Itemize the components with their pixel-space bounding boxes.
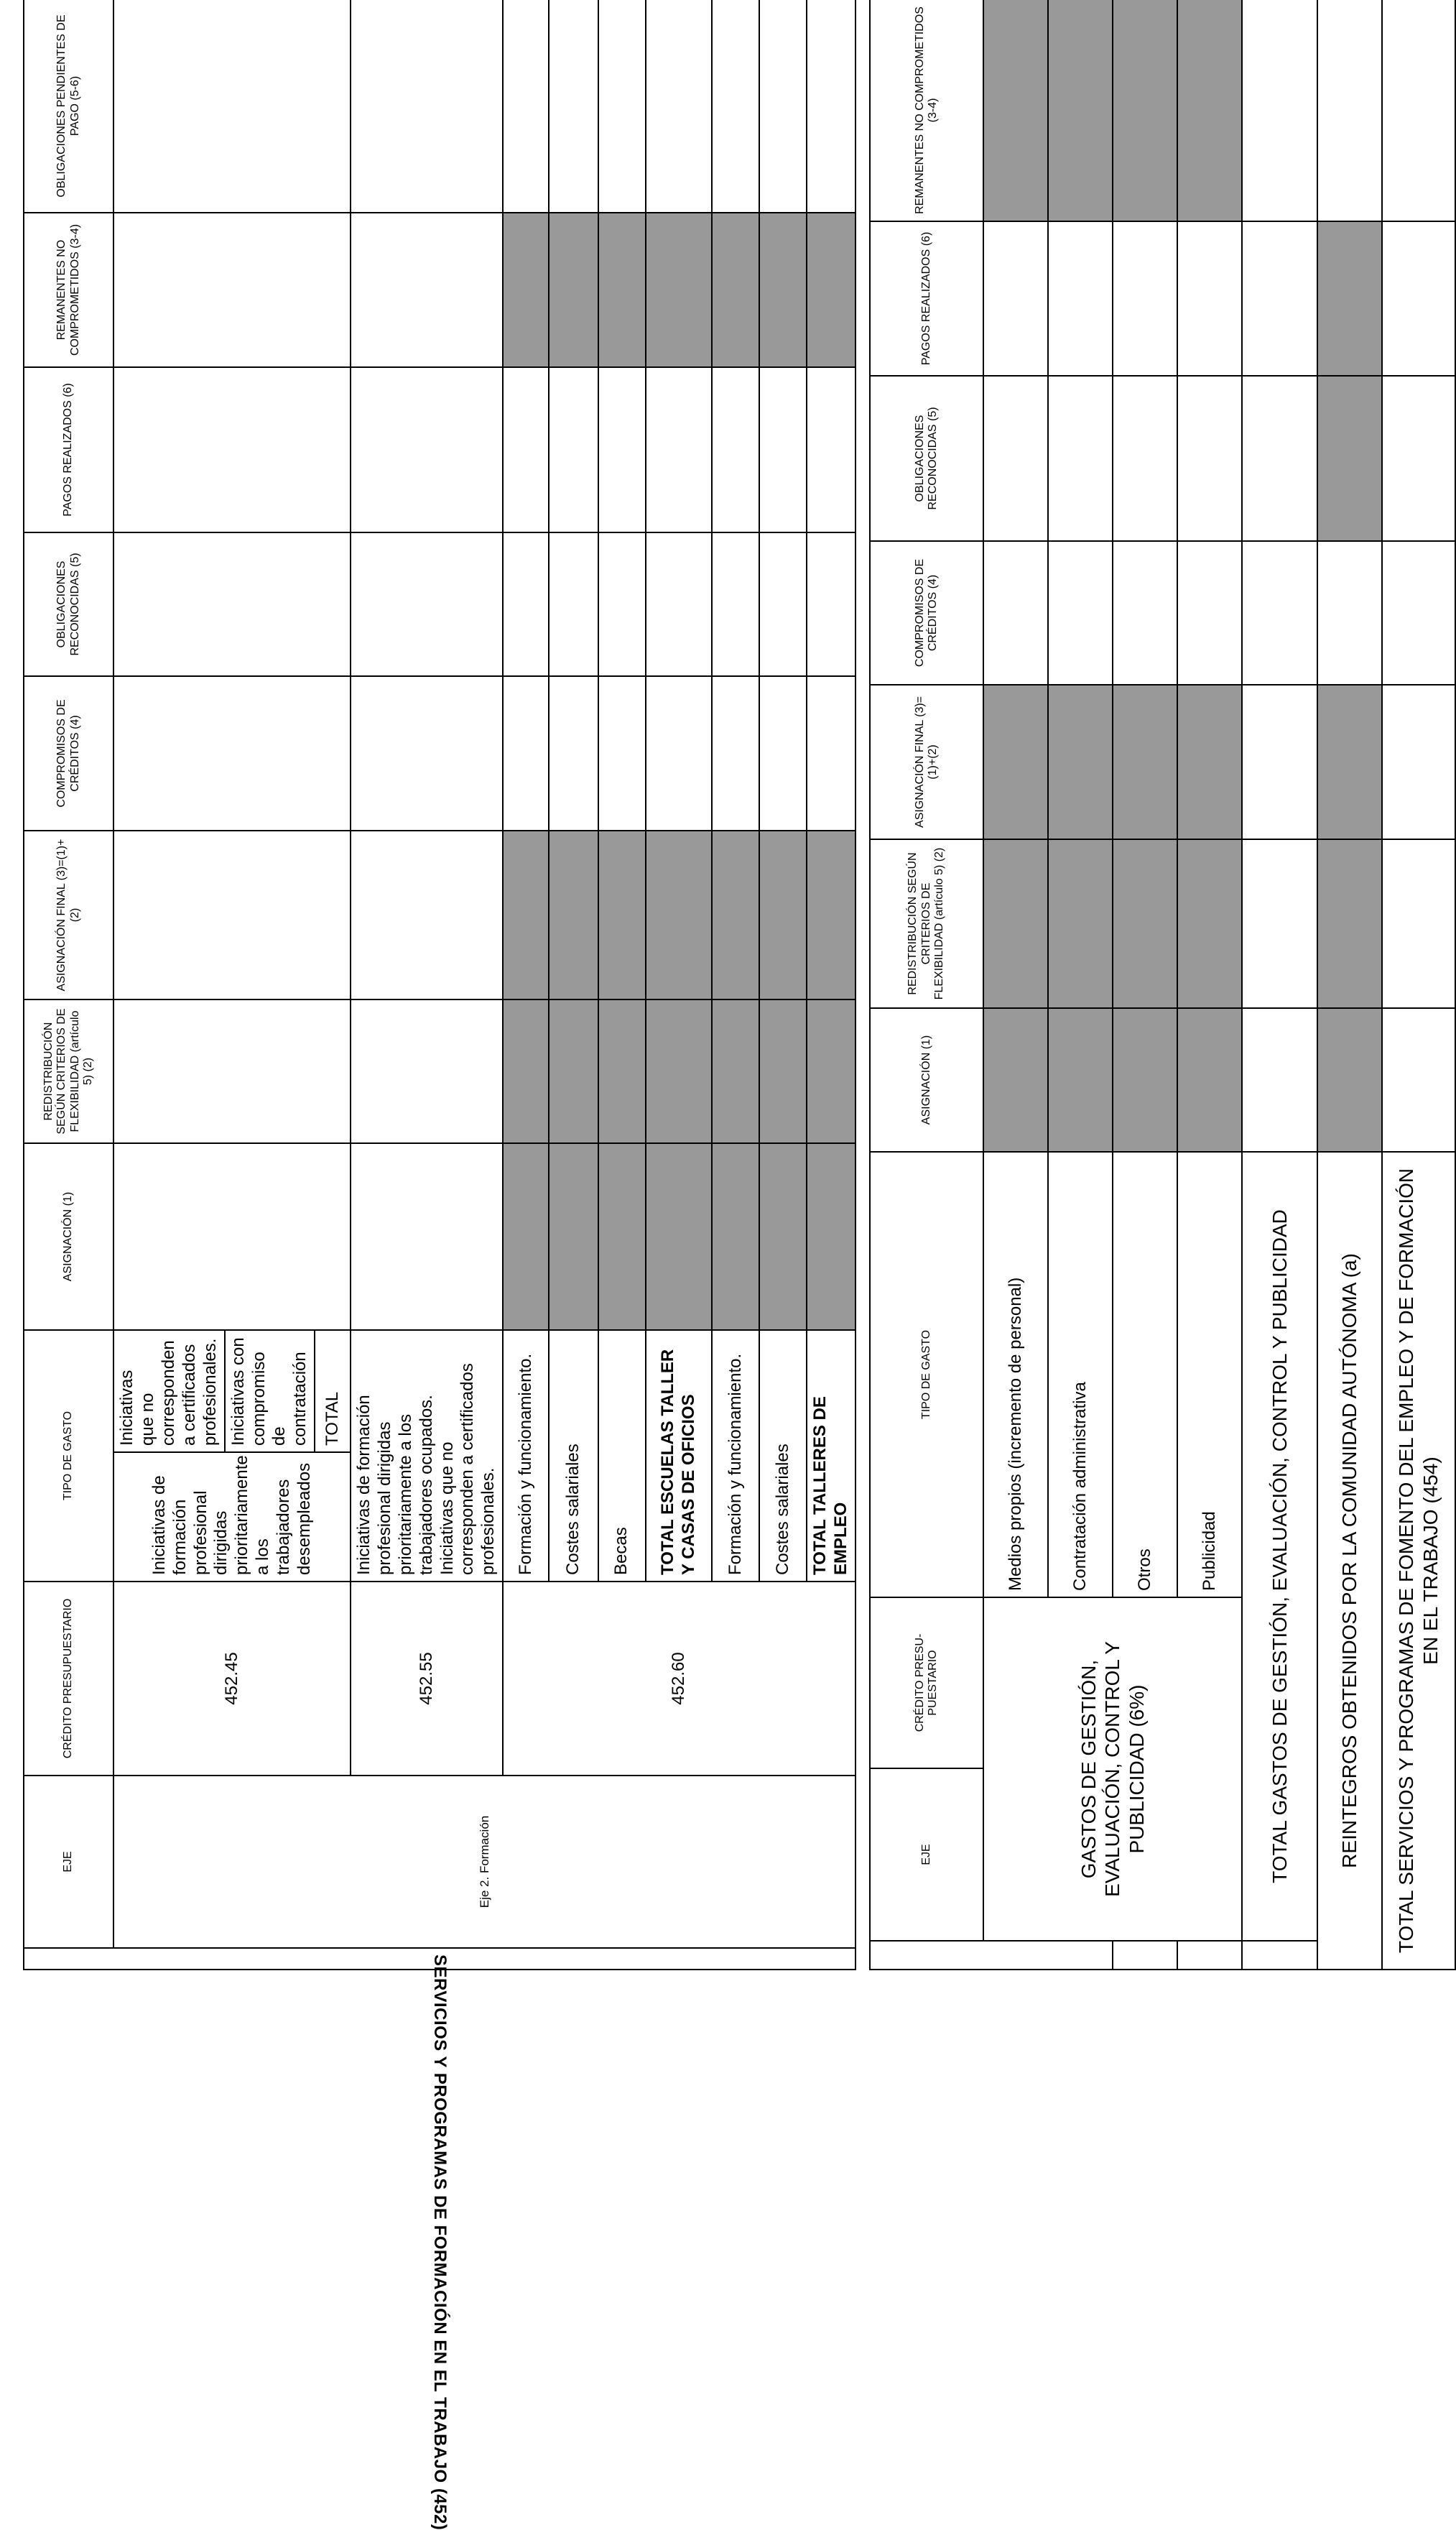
cell-input[interactable]	[1382, 0, 1455, 221]
cell-shaded	[503, 831, 549, 999]
cell-shaded	[549, 831, 598, 999]
cell-shaded	[1048, 1008, 1113, 1152]
cell-input[interactable]	[1048, 376, 1113, 541]
side-title: SERVICIOS Y PROGRAMAS DE FORMACIÓN EN EL TRABAJO (452)	[430, 1954, 450, 2530]
cell-shaded	[983, 0, 1048, 221]
header-obligaciones-reconocidas: OBLIGACIONES RECONOCIDAS (5)	[24, 532, 113, 676]
total-talleres: TOTAL TALLERES DE EMPLEO	[807, 1330, 855, 1582]
header-eje: EJE	[870, 1768, 983, 1941]
becas: Becas	[598, 1330, 646, 1582]
cell-shaded	[646, 1143, 712, 1330]
cell-input[interactable]	[549, 367, 598, 532]
cell-input[interactable]	[113, 999, 351, 1143]
cell-input[interactable]	[807, 676, 855, 831]
cell-input[interactable]	[113, 676, 351, 831]
cell-shaded	[1317, 1008, 1382, 1152]
cell-shaded	[807, 1143, 855, 1330]
blank-margin-cell	[1113, 1941, 1177, 1970]
cell-shaded	[983, 839, 1048, 1008]
header-asignacion-final: ASIGNACIÓN FINAL (3)=(1)+(2)	[24, 831, 113, 999]
header-pagos-realizados: PAGOS REALIZADOS (6)	[870, 221, 983, 376]
cell-shaded	[1177, 1008, 1242, 1152]
gastos-item-medios: Medios propios (incremento de personal)	[983, 1152, 1048, 1597]
cell-input[interactable]	[503, 0, 549, 213]
cell-input[interactable]	[646, 0, 712, 213]
cell-input[interactable]	[1242, 221, 1317, 376]
cell-input[interactable]	[1317, 541, 1382, 685]
cell-input[interactable]	[712, 367, 759, 532]
sub-compromiso: Iniciativas con compromiso de contratación	[225, 1330, 315, 1452]
cell-input[interactable]	[1382, 839, 1455, 1008]
cell-input[interactable]	[351, 532, 503, 676]
cell-shaded	[712, 1143, 759, 1330]
cell-input[interactable]	[1113, 376, 1177, 541]
cell-input[interactable]	[1177, 376, 1242, 541]
cell-input[interactable]	[598, 676, 646, 831]
cell-input[interactable]	[983, 221, 1048, 376]
cell-input[interactable]	[712, 0, 759, 213]
side-title-cell	[24, 1948, 855, 2530]
cell-shaded	[598, 831, 646, 999]
formacion-funcionamiento-2: Formación y funcionamiento.	[712, 1330, 759, 1582]
cell-shaded	[503, 999, 549, 1143]
header-asignacion: ASIGNACIÓN (1)	[870, 1008, 983, 1152]
header-eje: EJE	[24, 1776, 113, 1948]
iniciativas-ocupados: Iniciativas de formación profesional dirigidas prioritariamente a los trabajadores ocupados. Iniciativas que no corresponden a certificados profesionales.	[351, 1330, 503, 1582]
cell-shaded	[759, 1143, 807, 1330]
cell-input[interactable]	[1242, 0, 1317, 221]
cell-shaded	[712, 999, 759, 1143]
header-redistribucion: REDISTRIBUCIÓN SEGÚN CRITERIOS DE FLEXIBILIDAD (artículo 5) (2)	[870, 839, 983, 1008]
gastos-item-contratacion: Contratación administrativa	[1048, 1152, 1113, 1597]
cell-input[interactable]	[1242, 685, 1317, 839]
cell-input[interactable]	[983, 376, 1048, 541]
cell-shaded	[1113, 839, 1177, 1008]
blank-margin-cell	[1177, 1941, 1242, 1970]
cell-shaded	[1113, 1008, 1177, 1152]
header-redistribucion: REDISTRIBUCIÓN SEGÚN CRITERIOS DE FLEXIBILIDAD (artículo 5) (2)	[24, 999, 113, 1143]
eje-value: Eje 2. Formación	[113, 1776, 855, 1948]
cell-input[interactable]	[1177, 541, 1242, 685]
cell-input[interactable]	[1048, 221, 1113, 376]
cell-input[interactable]	[712, 676, 759, 831]
cell-input[interactable]	[759, 367, 807, 532]
gastos-item-publicidad: Publicidad	[1177, 1152, 1242, 1597]
reintegros-label: REINTEGROS OBTENIDOS POR LA COMUNIDAD AUTÓNOMA (a)	[1317, 1152, 1382, 1970]
total-escuelas: TOTAL ESCUELAS TALLER Y CASAS DE OFICIOS	[646, 1330, 712, 1582]
cell-shaded	[759, 999, 807, 1143]
cell-input[interactable]	[598, 367, 646, 532]
cell-input[interactable]	[1382, 221, 1455, 376]
cell-input[interactable]	[113, 0, 351, 213]
total-gastos-label: TOTAL GASTOS DE GESTIÓN, EVALUACIÓN, CONTROL Y PUBLICIDAD	[1242, 1152, 1317, 1941]
cell-shaded	[503, 1143, 549, 1330]
cell-input[interactable]	[712, 532, 759, 676]
cell-shaded	[1317, 376, 1382, 541]
cell-input[interactable]	[113, 213, 351, 367]
cell-input[interactable]	[113, 1143, 351, 1330]
cell-input[interactable]	[503, 367, 549, 532]
cell-shaded	[807, 831, 855, 999]
costes-salariales-2: Costes salariales	[759, 1330, 807, 1582]
header-obligaciones-pendientes: OBLIGACIONES PENDIENTES DE PAGO (5-6)	[24, 0, 113, 213]
header-credito: CRÉDITO PRESU-PUESTARIO	[870, 1597, 983, 1768]
cell-input[interactable]	[549, 532, 598, 676]
cell-shaded	[1048, 839, 1113, 1008]
cell-input[interactable]	[351, 1143, 503, 1330]
cell-input[interactable]	[113, 532, 351, 676]
gastos-item-otros: Otros	[1113, 1152, 1177, 1597]
cell-input[interactable]	[1242, 376, 1317, 541]
cell-shaded	[1113, 0, 1177, 221]
total-servicios-label: TOTAL SERVICIOS Y PROGRAMAS DE FOMENTO DEL EMPLEO Y DE FORMACIÓN EN EL TRABAJO (454)	[1382, 1152, 1455, 1970]
cell-input[interactable]	[1242, 839, 1317, 1008]
cell-input[interactable]	[646, 532, 712, 676]
cell-input[interactable]	[351, 213, 503, 367]
gastos-gestion-table	[869, 0, 1456, 1970]
cell-shaded	[503, 213, 549, 367]
cell-shaded	[1317, 839, 1382, 1008]
cell-input[interactable]	[1242, 1008, 1317, 1152]
cell-input[interactable]	[598, 532, 646, 676]
cell-shaded	[646, 213, 712, 367]
cell-input[interactable]	[1382, 376, 1455, 541]
cell-shaded	[1048, 0, 1113, 221]
cell-shaded	[646, 831, 712, 999]
cell-input[interactable]	[503, 676, 549, 831]
cell-input[interactable]	[1242, 541, 1317, 685]
sub-total: TOTAL	[315, 1330, 351, 1452]
iniciativas-desempleados: Iniciativas de formación profesional dirigidas prioritariamente a los trabajadores desempleados	[113, 1452, 351, 1582]
cell-input[interactable]	[1317, 0, 1382, 221]
cell-input[interactable]	[759, 676, 807, 831]
cell-shaded	[712, 831, 759, 999]
cell-shaded	[983, 1008, 1048, 1152]
credito-452-55: 452.55	[351, 1582, 503, 1776]
cell-shaded	[712, 213, 759, 367]
cell-shaded	[646, 999, 712, 1143]
cell-shaded	[549, 1143, 598, 1330]
blank-margin-cell	[1242, 1941, 1317, 1970]
cell-input[interactable]	[1048, 541, 1113, 685]
header-remanentes: REMANENTES NO COMPROMETIDOS (3-4)	[24, 213, 113, 367]
cell-shaded	[1177, 685, 1242, 839]
cell-shaded	[1317, 221, 1382, 376]
cell-shaded	[549, 999, 598, 1143]
header-credito: CRÉDITO PRESUPUESTARIO	[24, 1582, 113, 1776]
header-pagos-realizados: PAGOS REALIZADOS (6)	[24, 367, 113, 532]
cell-input[interactable]	[807, 532, 855, 676]
cell-input[interactable]	[549, 0, 598, 213]
cell-shaded	[759, 831, 807, 999]
cell-shaded	[549, 213, 598, 367]
cell-input[interactable]	[1382, 541, 1455, 685]
cell-input[interactable]	[983, 541, 1048, 685]
cell-input[interactable]	[503, 532, 549, 676]
formacion-funcionamiento: Formación y funcionamiento.	[503, 1330, 549, 1582]
cell-shaded	[759, 213, 807, 367]
cell-shaded	[1317, 685, 1382, 839]
credito-452-60: 452.60	[503, 1582, 855, 1776]
cell-input[interactable]	[113, 831, 351, 999]
cell-input[interactable]	[351, 0, 503, 213]
cell-shaded	[598, 999, 646, 1143]
cell-input[interactable]	[1382, 685, 1455, 839]
costes-salariales: Costes salariales	[549, 1330, 598, 1582]
cell-input[interactable]	[351, 367, 503, 532]
header-asignacion-final: ASIGNACIÓN FINAL (3)=(1)+(2)	[870, 685, 983, 839]
cell-input[interactable]	[646, 676, 712, 831]
cell-input[interactable]	[807, 0, 855, 213]
header-obligaciones-reconocidas: OBLIGACIONES RECONOCIDAS (5)	[870, 376, 983, 541]
cell-input[interactable]	[549, 676, 598, 831]
cell-shaded	[1113, 685, 1177, 839]
cell-shaded	[1177, 839, 1242, 1008]
cell-input[interactable]	[759, 532, 807, 676]
header-compromisos: COMPROMISOS DE CRÉDITOS (4)	[24, 676, 113, 831]
cell-shaded	[1048, 685, 1113, 839]
header-asignacion: ASIGNACIÓN (1)	[24, 1143, 113, 1330]
cell-input[interactable]	[1177, 221, 1242, 376]
cell-input[interactable]	[598, 0, 646, 213]
cell-shaded	[598, 213, 646, 367]
cell-input[interactable]	[1113, 541, 1177, 685]
cell-input[interactable]	[1382, 1008, 1455, 1152]
cell-input[interactable]	[807, 367, 855, 532]
cell-input[interactable]	[759, 0, 807, 213]
header-compromisos: COMPROMISOS DE CRÉDITOS (4)	[870, 541, 983, 685]
cell-input[interactable]	[113, 367, 351, 532]
cell-shaded	[983, 685, 1048, 839]
header-tipo-gasto: TIPO DE GASTO	[24, 1330, 113, 1582]
cell-shaded	[1177, 0, 1242, 221]
cell-shaded	[807, 213, 855, 367]
sub-no-certificados: Iniciativas que no corresponden a certificados profesionales.	[113, 1330, 224, 1452]
header-tipo-gasto: TIPO DE GASTO	[870, 1152, 983, 1597]
cell-shaded	[598, 1143, 646, 1330]
gastos-group-label: GASTOS DE GESTIÓN, EVALUACIÓN, CONTROL Y PUBLICIDAD (6%)	[983, 1597, 1242, 1941]
formacion-table	[23, 0, 856, 2530]
blank-margin-cell	[870, 1941, 1113, 1970]
cell-shaded	[807, 999, 855, 1143]
cell-input[interactable]	[646, 367, 712, 532]
cell-input[interactable]	[351, 999, 503, 1143]
credito-452-45: 452.45	[113, 1582, 351, 1776]
cell-input[interactable]	[351, 676, 503, 831]
cell-input[interactable]	[351, 831, 503, 999]
header-remanentes: REMANENTES NO COMPROMETIDOS (3-4)	[870, 0, 983, 221]
cell-input[interactable]	[1113, 221, 1177, 376]
